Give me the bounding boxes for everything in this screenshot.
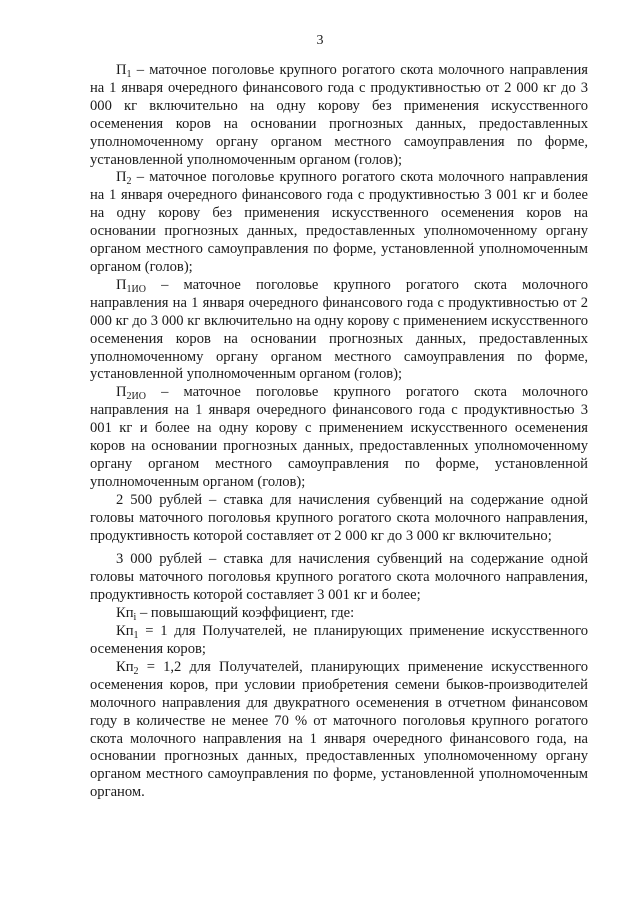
symbol-subscript: 2ИО (126, 391, 146, 403)
symbol-subscript: 2 (126, 176, 132, 188)
paragraph-p2 (90, 169, 588, 276)
symbol: Кп (116, 658, 134, 675)
paragraph-text: = 1 для Получателей, не планирующих применение искусственного осеменения коров; (90, 623, 588, 657)
paragraph-p2io (90, 384, 588, 491)
paragraph-rate-2500 (90, 492, 588, 546)
symbol-subscript: 1 (126, 69, 132, 80)
symbol-subscript: 2 (133, 665, 139, 677)
symbol-subscript: 1ИО (126, 283, 146, 295)
paragraph-text: – маточное поголовье крупного рогатого скота молочного направления на 1 января очередного финансового года с продуктивностью 3 001 кг и более на одну корову с применением искусственного осеменения коров на основании прогнозных данных, предоставленных уполномоченному органу органом местного самоуправления по форме, установленной уполномоченным органом (голов); (90, 384, 588, 490)
symbol: П (116, 276, 127, 293)
paragraph-text: 3 000 рублей – ставка для начисления субвенций на содержание одной головы маточного поголовья крупного рогатого скота молочного направления, продуктивность которой составляет 3 001 кг и более; (90, 551, 588, 604)
paragraph-text: – маточное поголовье крупного рогатого скота молочного направления на 1 января очередного финансового года с продуктивностью от 2 000 кг до 3 000 кг включительно на одну корову без применения искусственного осеменения коров на основании прогнозных данных, предоставленных уполномоченному органу органом местного самоуправления по форме, установленной уполномоченным органом (голов); (90, 62, 588, 168)
document-body (90, 62, 588, 802)
symbol: П (116, 384, 127, 401)
paragraph-text: = 1,2 для Получателей, планирующих применение искусственного осеменения коров, при условии приобретения семени быков-производителей молочного направления для двукратного осеменения в отчетном финансовом году в количестве не менее 70 % от маточного поголовья крупного рогатого скота молочного направления на 1 января очередного финансового года, на основании прогнозных данных, предоставленных уполномоченному органу органом местного самоуправления по форме, установленной уполномоченным органом. (90, 658, 588, 801)
symbol-subscript: 1 (133, 630, 139, 642)
paragraph-kp2 (90, 659, 588, 802)
paragraph-rate-3000 (90, 551, 588, 605)
symbol: Кп (116, 623, 134, 640)
page-number: 3 (316, 33, 324, 48)
symbol-subscript: i (133, 612, 137, 624)
symbol: Кп (116, 605, 134, 622)
paragraph-kp1 (90, 623, 588, 659)
paragraph-text: 2 500 рублей – ставка для начисления субвенций на содержание одной головы маточного поголовья крупного рогатого скота молочного направления, продуктивность которой составляет от 2 000 кг до 3 000 кг включительно; (90, 491, 588, 544)
paragraph-text: – маточное поголовье крупного рогатого скота молочного направления на 1 января очередного финансового года с продуктивностью от 2 000 кг до 3 000 кг включительно на одну корову с применением искусственного осеменения коров на основании прогнозных данных, предоставленных уполномоченному органу органом местного самоуправления по форме, установленной уполномоченным органом (голов); (90, 276, 588, 383)
paragraph-p1io (90, 277, 588, 384)
paragraph-text: – маточное поголовье крупного рогатого скота молочного направления на 1 января очередного финансового года с продуктивностью 3 001 кг и более на одну корову без применения искусственного осеменения коров на основании прогнозных данных, предоставленных уполномоченному органу органом местного самоуправления по форме, установленной уполномоченным органом (голов); (90, 169, 588, 275)
paragraph-text: – повышающий коэффициент, где: (136, 605, 355, 622)
paragraph-kpi (90, 605, 588, 623)
symbol: П (116, 62, 127, 78)
symbol: П (116, 169, 127, 186)
paragraph-p1 (90, 62, 588, 169)
